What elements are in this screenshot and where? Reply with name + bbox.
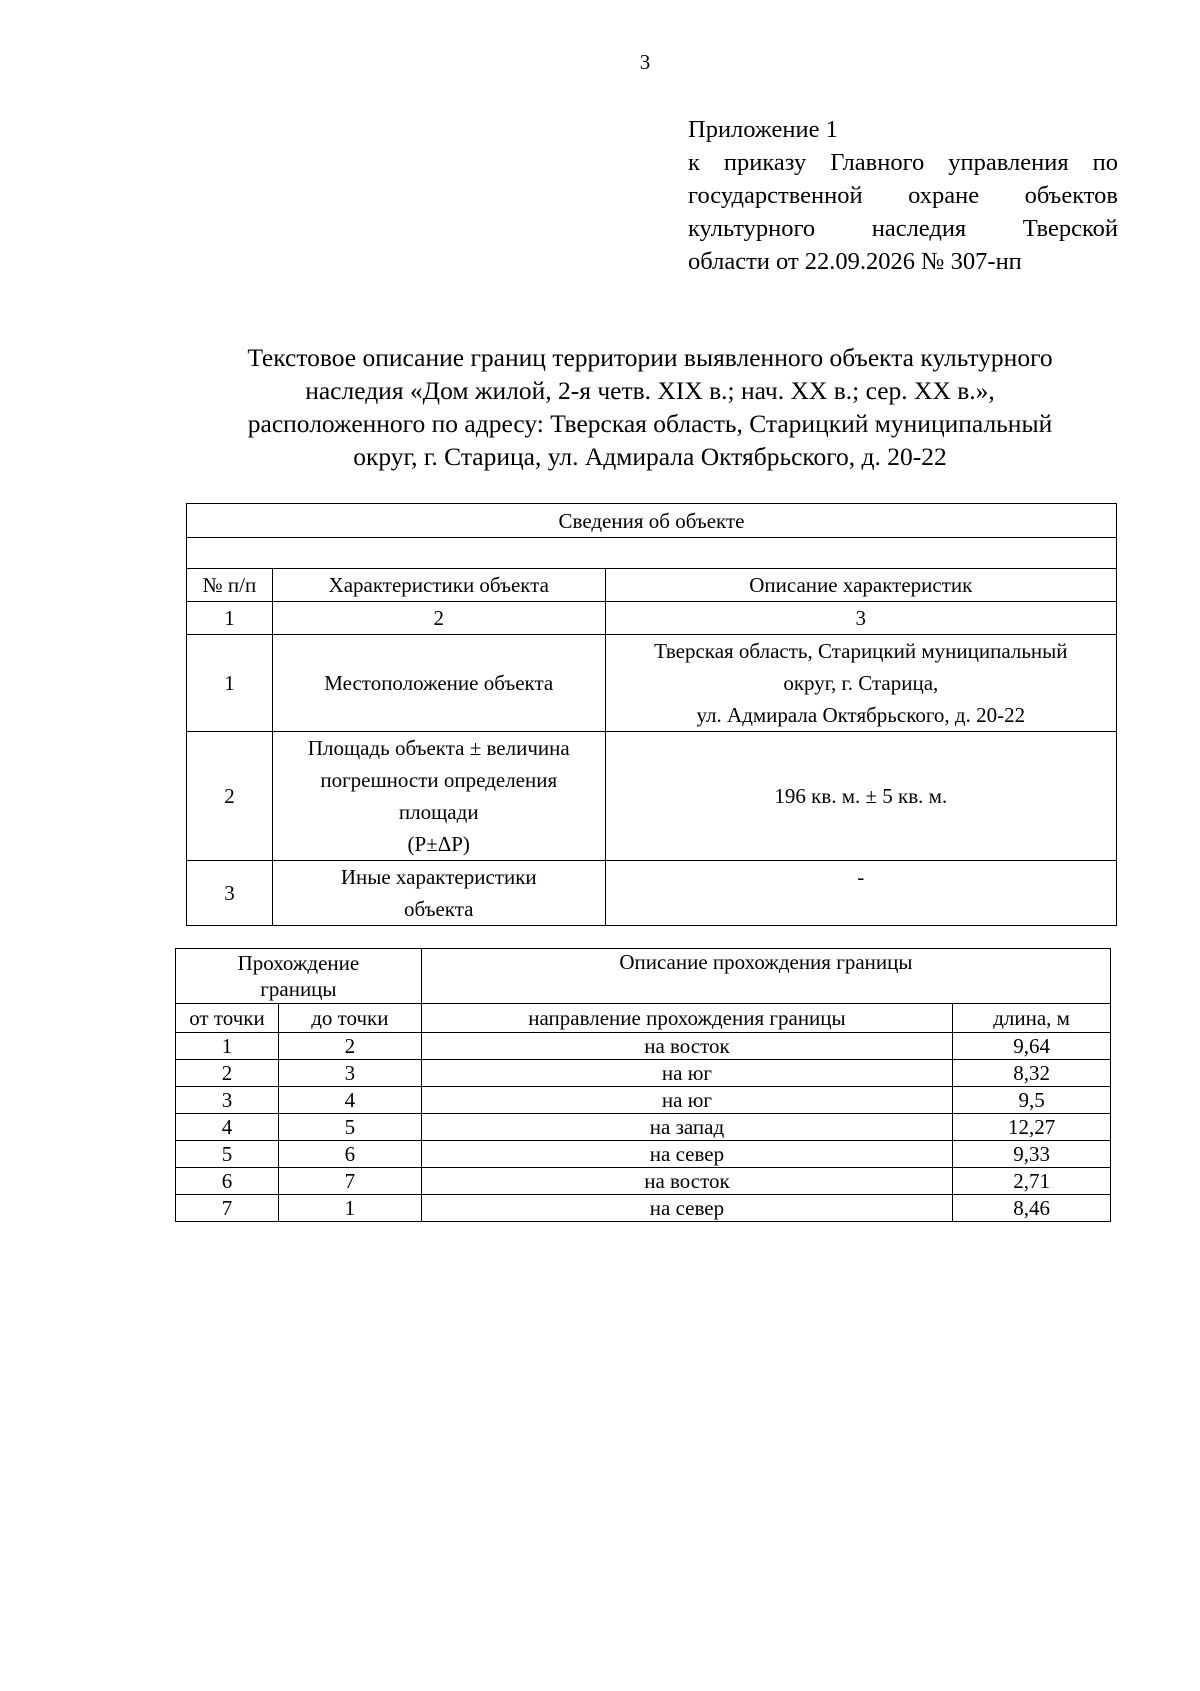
appendix-line: Приложение 1: [688, 116, 838, 143]
header-num: № п/п: [187, 569, 273, 602]
length: 12,27: [953, 1114, 1111, 1141]
boundary-header-row: [176, 949, 1111, 1004]
info-heading: Сведения об объекте: [187, 504, 1117, 538]
subheader-length: длина, м: [953, 1004, 1111, 1033]
row-characteristic: [272, 732, 605, 861]
appendix-header: [688, 113, 1118, 278]
from-point: 4: [176, 1114, 279, 1141]
table-row: [176, 1195, 1111, 1222]
row-characteristic: [272, 635, 605, 732]
desc-line: 196 кв. м. ± 5 кв. м.: [774, 784, 948, 808]
char-line: погрешности определения: [320, 768, 558, 792]
title-line: Текстовое описание границ территории выявленного объекта культурного: [247, 343, 1053, 372]
from-point: 7: [176, 1195, 279, 1222]
char-line: (Р±ΔР): [407, 832, 470, 856]
appendix-line: к приказу Главного управления по: [688, 149, 1118, 176]
col-number: 3: [605, 602, 1116, 635]
char-line: площади: [398, 800, 479, 824]
info-header-row: [187, 569, 1117, 602]
length: 9,64: [953, 1033, 1111, 1060]
desc-line: округ, г. Старица,: [783, 671, 939, 695]
subheader-direction: направление прохождения границы: [421, 1004, 952, 1033]
info-numbers-row: [187, 602, 1117, 635]
title-line: расположенного по адресу: Тверская область, Старицкий муниципальный: [247, 409, 1053, 438]
char-line: Площадь объекта ± величина: [307, 736, 570, 760]
info-row-other: [187, 861, 1117, 926]
header-line: Прохождение: [237, 951, 360, 975]
length: 9,33: [953, 1141, 1111, 1168]
header-description: Описание характеристик: [605, 569, 1116, 602]
desc-line: -: [857, 865, 865, 889]
object-info-table: [186, 503, 1117, 926]
to-point: 6: [278, 1141, 421, 1168]
header-characteristic: Характеристики объекта: [272, 569, 605, 602]
from-point: 1: [176, 1033, 279, 1060]
to-point: 7: [278, 1168, 421, 1195]
desc-line: ул. Адмирала Октябрьского, д. 20-22: [696, 703, 1026, 727]
title-line: наследия «Дом жилой, 2-я четв. XIX в.; нач. XX в.; сер. XX в.»,: [305, 376, 995, 405]
length: 8,46: [953, 1195, 1111, 1222]
to-point: 1: [278, 1195, 421, 1222]
from-point: 3: [176, 1087, 279, 1114]
appendix-line: культурного наследия Тверской: [688, 215, 1118, 242]
col-number: 1: [187, 602, 273, 635]
to-point: 3: [278, 1060, 421, 1087]
length: 9,5: [953, 1087, 1111, 1114]
table-row: [176, 1168, 1111, 1195]
to-point: 5: [278, 1114, 421, 1141]
direction: на юг: [421, 1060, 952, 1087]
direction: на север: [421, 1195, 952, 1222]
direction: на восток: [421, 1033, 952, 1060]
subheader-to: до точки: [278, 1004, 421, 1033]
row-description: [605, 861, 1116, 926]
boundary-table: [175, 948, 1111, 1222]
length: 2,71: [953, 1168, 1111, 1195]
char-line: объекта: [403, 897, 474, 921]
subheader-from: от точки: [176, 1004, 279, 1033]
col-number: 2: [272, 602, 605, 635]
table-row: [176, 1087, 1111, 1114]
info-heading-row: [187, 504, 1117, 538]
description-header: Описание прохождения границы: [421, 949, 1110, 1004]
boundary-subheader-row: [176, 1004, 1111, 1033]
char-line: Местоположение объекта: [324, 671, 554, 695]
row-description: [605, 732, 1116, 861]
from-point: 2: [176, 1060, 279, 1087]
blank-cell: [187, 538, 1117, 569]
appendix-line: области от 22.09.2026 № 307-нп: [688, 248, 1022, 275]
row-characteristic: [272, 861, 605, 926]
row-num: 2: [187, 732, 273, 861]
to-point: 4: [278, 1087, 421, 1114]
document-title: [175, 341, 1125, 473]
desc-line: Тверская область, Старицкий муниципальный: [654, 639, 1068, 663]
table-row: [176, 1060, 1111, 1087]
char-line: Иные характеристики: [340, 865, 537, 889]
from-point: 6: [176, 1168, 279, 1195]
header-line: границы: [260, 977, 337, 1001]
row-description: [605, 635, 1116, 732]
table-row: [176, 1033, 1111, 1060]
length: 8,32: [953, 1060, 1111, 1087]
table-row: [176, 1141, 1111, 1168]
passage-header: [176, 949, 422, 1004]
info-row-area: [187, 732, 1117, 861]
direction: на восток: [421, 1168, 952, 1195]
to-point: 2: [278, 1033, 421, 1060]
row-num: 1: [187, 635, 273, 732]
info-row-location: [187, 635, 1117, 732]
title-line: округ, г. Старица, ул. Адмирала Октябрьского, д. 20-22: [353, 442, 947, 471]
row-num: 3: [187, 861, 273, 926]
from-point: 5: [176, 1141, 279, 1168]
appendix-line: государственной охране объектов: [688, 182, 1118, 209]
page-number: 3: [639, 50, 651, 74]
direction: на север: [421, 1141, 952, 1168]
table-row: [176, 1114, 1111, 1141]
direction: на юг: [421, 1087, 952, 1114]
direction: на запад: [421, 1114, 952, 1141]
info-blank-row: [187, 538, 1117, 569]
